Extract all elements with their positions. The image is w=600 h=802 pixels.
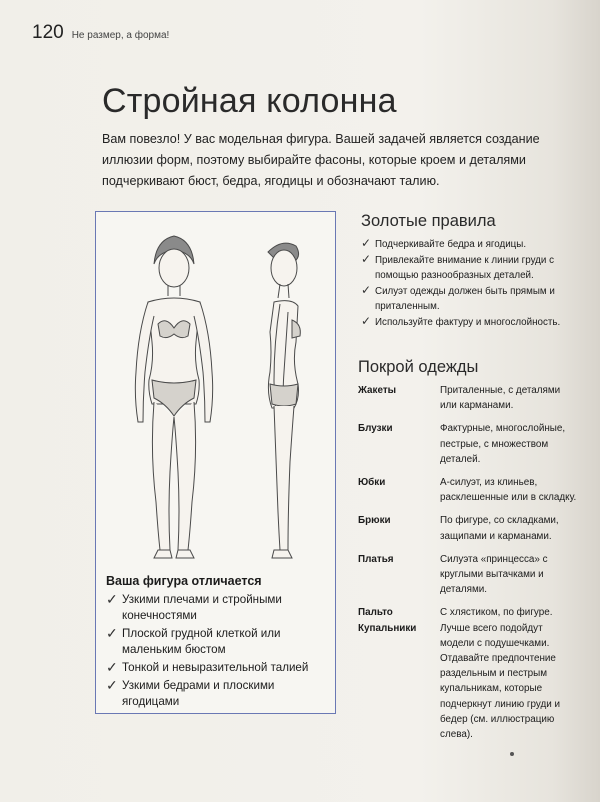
page-title: Стройная колонна xyxy=(102,82,397,120)
body-illustration xyxy=(96,212,334,572)
table-row: Юбки А-силуэт, из клиньев, расклешенные или в складку. xyxy=(358,477,577,504)
list-item: ✓ Узкими плечами и стройными конечностями xyxy=(106,591,282,622)
check-icon: ✓ xyxy=(361,313,372,328)
page-number: 120 xyxy=(32,22,64,43)
page-speck xyxy=(510,752,514,756)
table-row: Брюки По фигуре, со складками, защипами и карманами. xyxy=(358,515,559,542)
golden-rules-list xyxy=(361,237,576,330)
table-row: Пальто С хлястиком, по фигуре. xyxy=(358,607,553,619)
list-item: ✓ Силуэт одежды должен быть прямым и приталенным. xyxy=(361,282,555,312)
front-view-figure xyxy=(135,236,212,558)
check-icon: ✓ xyxy=(106,677,118,693)
clothing-cut-heading: Покрой одежды xyxy=(358,358,479,376)
figure-caption-title: Ваша фигура отличается xyxy=(106,574,262,588)
figure-traits-list xyxy=(106,592,331,710)
check-icon: ✓ xyxy=(106,625,118,641)
golden-rules-section xyxy=(361,212,576,330)
list-item: ✓ Используйте фактуру и многослойность. xyxy=(361,313,561,328)
figure-box xyxy=(95,211,336,714)
list-item: ✓ Плоской грудной клеткой или маленьким бюстом xyxy=(106,625,281,656)
check-icon: ✓ xyxy=(361,251,372,266)
table-row: Жакеты Приталенные, с деталями или карманами. xyxy=(358,385,561,412)
clothing-cut-table xyxy=(358,383,578,750)
page-header xyxy=(32,22,169,44)
table-row: Платья Силуэта «принцесса» с круглыми вытачками и деталями. xyxy=(358,553,548,596)
running-title: Не размер, а форма! xyxy=(71,30,170,41)
side-view-figure xyxy=(268,243,300,558)
intro-paragraph: Вам повезло! У вас модельная фигура. Вашей задачей является создание иллюзии форм, поэтому выбирайте фасоны, которые кроем и деталями подчеркивают бюст, бедра, ягодицы и обозначают талию. xyxy=(102,132,540,188)
check-icon: ✓ xyxy=(361,236,372,250)
check-icon: ✓ xyxy=(106,659,118,675)
check-icon: ✓ xyxy=(106,591,118,607)
list-item: ✓ Подчеркивайте бедра и ягодицы. xyxy=(361,236,527,250)
clothing-cut-section xyxy=(358,358,578,750)
list-item: ✓ Тонкой и невыразительной талией xyxy=(106,659,309,675)
list-item: ✓ Привлекайте внимание к линии груди с помощью разнообразных деталей. xyxy=(361,251,554,281)
check-icon: ✓ xyxy=(361,282,372,297)
golden-rules-heading: Золотые правила xyxy=(361,212,496,230)
figure-caption xyxy=(106,574,331,712)
table-row: Блузки Фактурные, многослойные, пестрые, с множеством деталей. xyxy=(358,423,566,465)
table-row: Купальники Лучше всего подойдут модели с подушечками. Отдавайте предпочтение раздельным и пестрым купальникам, которые подчеркнут линию груди и бедер (см. иллюстрацию слева). xyxy=(358,622,561,741)
list-item: ✓ Узкими бедрами и плоскими ягодицами xyxy=(106,677,275,708)
